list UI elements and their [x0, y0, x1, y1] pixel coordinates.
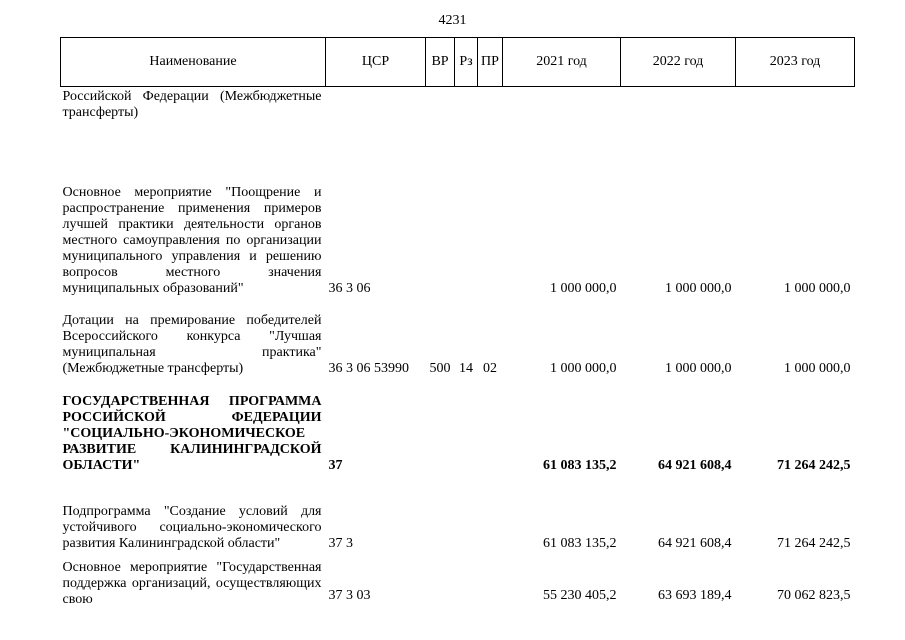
- header-rz: Рз: [455, 38, 478, 87]
- row-vr: [426, 377, 455, 474]
- row-csr: 37: [328, 458, 343, 473]
- row-2022: 64 921 608,4: [658, 458, 732, 473]
- row-pr: [478, 87, 503, 124]
- row-pr: [478, 377, 503, 474]
- row-pr: [478, 123, 503, 297]
- row-csr: 36 3 06: [328, 281, 371, 296]
- row-pr: [478, 474, 503, 552]
- header-2022: 2022 год: [621, 38, 736, 87]
- row-2021: 61 083 135,2: [543, 458, 617, 473]
- row-rz: [455, 87, 478, 124]
- table-row: [61, 377, 855, 474]
- row-2022: 1 000 000,0: [665, 281, 732, 296]
- row-vr: [426, 474, 455, 552]
- row-2022: [621, 87, 736, 124]
- header-vr: ВР: [426, 38, 455, 87]
- row-rz: 14: [459, 361, 473, 376]
- row-2022: 1 000 000,0: [665, 361, 732, 376]
- row-2023: [736, 87, 855, 124]
- row-rz: [455, 377, 478, 474]
- row-2023: 70 062 823,5: [777, 588, 851, 603]
- row-name: Основное мероприятие "Государственная поддержка организаций, осуществляющих свою: [62, 560, 322, 607]
- row-vr: [426, 552, 455, 638]
- row-name: Подпрограмма "Создание условий для устойчивого социально-экономического развития Калининградской области": [62, 504, 322, 551]
- row-vr: 500: [429, 361, 451, 376]
- page-number: 4231: [438, 13, 467, 28]
- row-pr: [478, 552, 503, 638]
- row-2022: 63 693 189,4: [658, 588, 732, 603]
- row-rz: [455, 123, 478, 297]
- row-name: ГОСУДАРСТВЕННАЯ ПРОГРАММА РОССИЙСКОЙ ФЕДЕРАЦИИ "СОЦИАЛЬНО-ЭКОНОМИЧЕСКОЕ РАЗВИТИЕ КАЛИНИНГРАДСКОЙ ОБЛАСТИ": [62, 394, 322, 473]
- row-name: Российской Федерации (Межбюджетные трансферты): [62, 89, 322, 120]
- row-2023: 1 000 000,0: [784, 281, 851, 296]
- table-row: [61, 123, 855, 297]
- header-2021: 2021 год: [503, 38, 621, 87]
- row-vr: [426, 123, 455, 297]
- row-2021: 61 083 135,2: [543, 536, 617, 551]
- row-2023: 71 264 242,5: [777, 536, 851, 551]
- header-name: Наименование: [61, 38, 326, 87]
- table-row: [61, 552, 855, 638]
- header-pr: ПР: [478, 38, 503, 87]
- row-2021: 1 000 000,0: [550, 281, 617, 296]
- row-name: Основное мероприятие "Поощрение и распространение применения примеров лучшей практики деятельности органов местного самоуправления по организации муниципального управления и решению вопросов местного значения муниципальных образований": [62, 185, 322, 296]
- row-2021: [503, 87, 621, 124]
- table-header-row: [61, 38, 855, 87]
- row-csr: 37 3: [328, 536, 353, 551]
- row-name: Дотации на премирование победителей Всероссийского конкурса "Лучшая муниципальная практика" (Межбюджетные трансферты): [62, 313, 322, 376]
- budget-table: [60, 37, 855, 638]
- table-row: [61, 474, 855, 552]
- row-rz: [455, 552, 478, 638]
- row-pr: 02: [483, 361, 497, 376]
- header-2023: 2023 год: [736, 38, 855, 87]
- table-row: [61, 87, 855, 124]
- row-rz: [455, 474, 478, 552]
- row-2021: 55 230 405,2: [543, 588, 617, 603]
- row-2023: 71 264 242,5: [777, 458, 851, 473]
- row-2023: 1 000 000,0: [784, 361, 851, 376]
- row-csr: 37 3 03: [328, 588, 371, 603]
- table-row: [61, 297, 855, 377]
- row-vr: [426, 87, 455, 124]
- header-csr: ЦСР: [326, 38, 426, 87]
- row-csr: 36 3 06 53990: [328, 361, 409, 376]
- row-2021: 1 000 000,0: [550, 361, 617, 376]
- row-csr: [326, 87, 426, 124]
- row-2022: 64 921 608,4: [658, 536, 732, 551]
